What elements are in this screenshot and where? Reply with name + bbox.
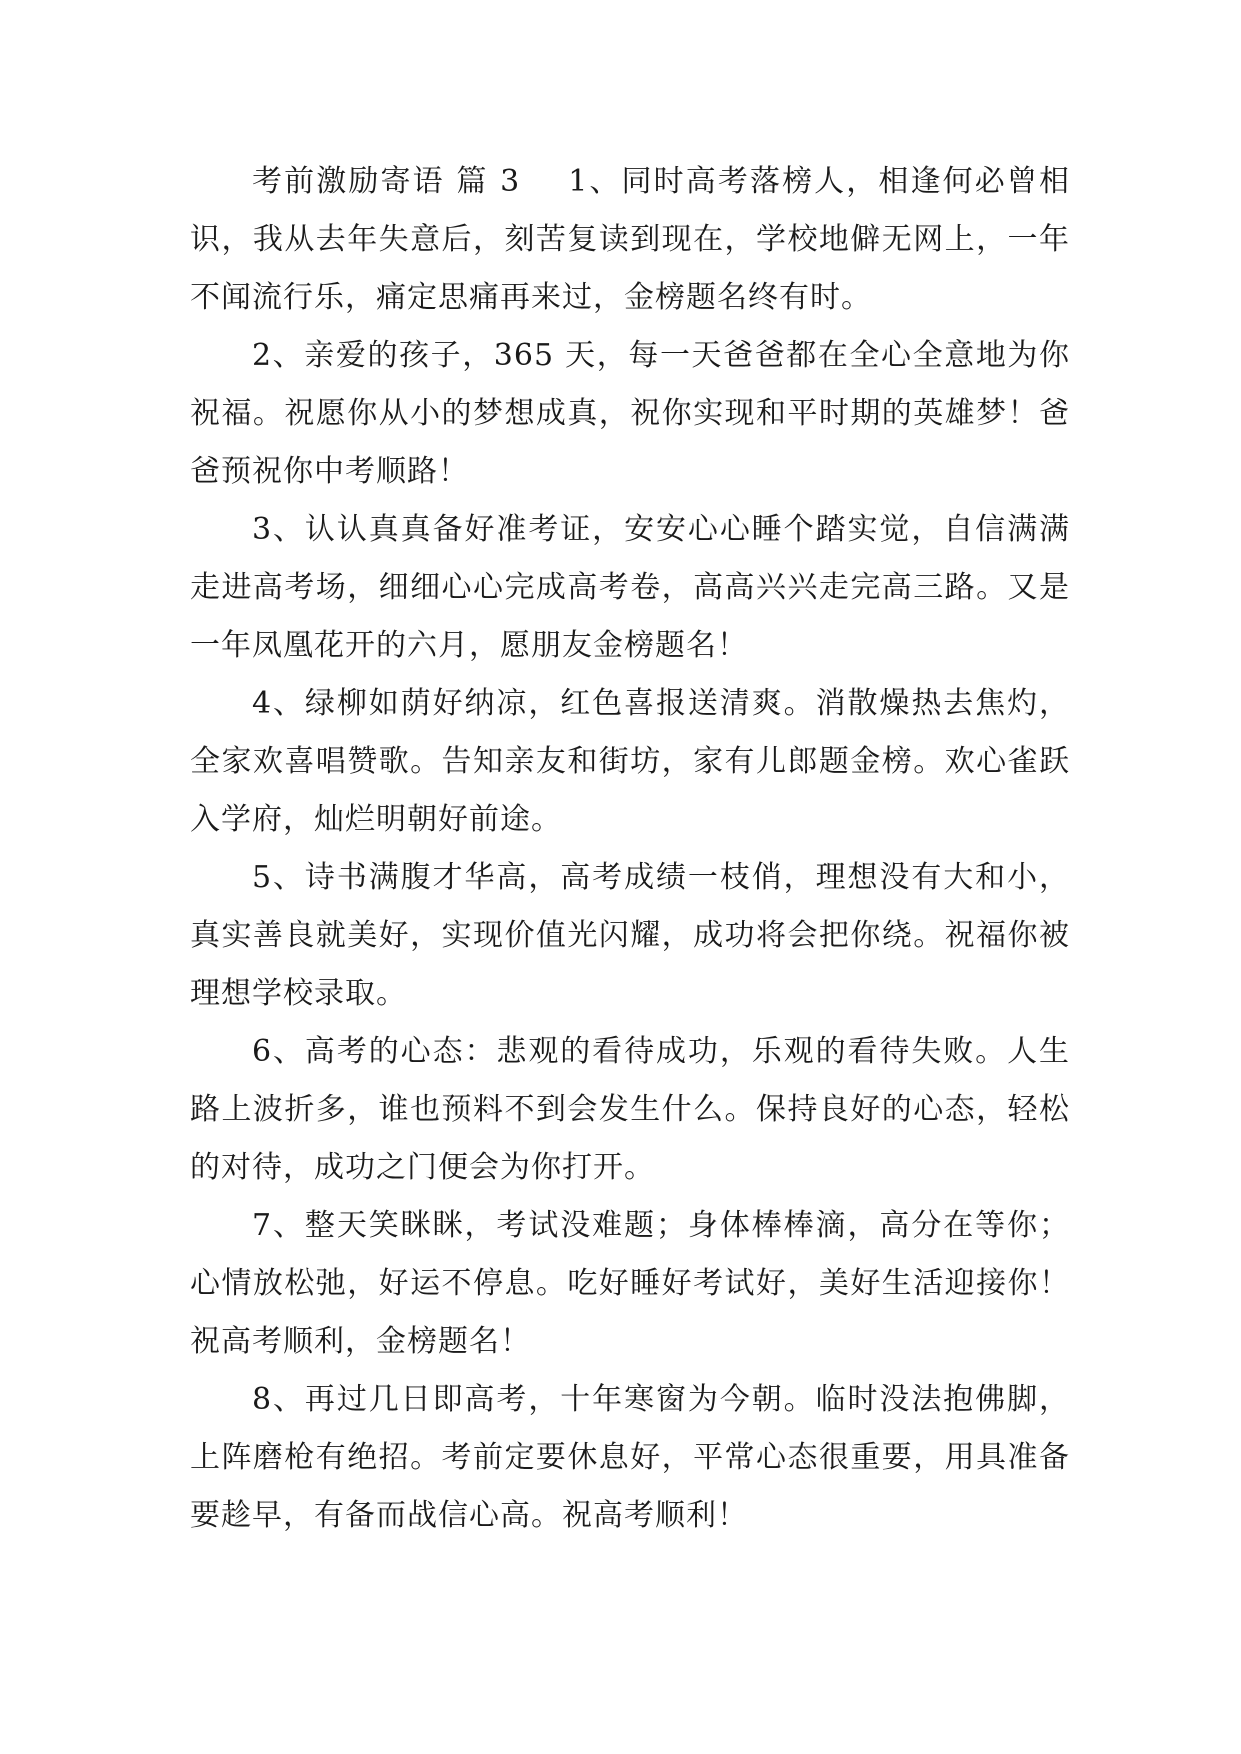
paragraph-2: 2、亲爱的孩子，365 天，每一天爸爸都在全心全意地为你祝福。祝愿你从小的梦想成真，祝你实现和平时期的英雄梦！爸爸预祝你中考顺路！: [190, 338, 1070, 489]
paragraph-5: 5、诗书满腹才华高，高考成绩一枝俏，理想没有大和小，真实善良就美好，实现价值光闪耀，成功将会把你绕。祝福你被理想学校录取。: [190, 860, 1070, 1011]
paragraph-8: 8、再过几日即高考，十年寒窗为今朝。临时没法抱佛脚，上阵磨枪有绝招。考前定要休息好，平常心态很重要，用具准备要趁早，有备而战信心高。祝高考顺利！: [190, 1382, 1070, 1533]
paragraph-3: 3、认认真真备好准考证，安安心心睡个踏实觉，自信满满走进高考场，细细心心完成高考卷，高高兴兴走完高三路。又是一年凤凰花开的六月，愿朋友金榜题名！: [190, 512, 1070, 663]
document-body: [190, 153, 1070, 1545]
first-paragraph: [190, 153, 1070, 327]
paragraph-1-text: 1、同时高考落榜人，相逢何必曾相识，我从去年失意后，刻苦复读到现在，学校地僻无网上，一年不闻流行乐，痛定思痛再来过，金榜题名终有时。: [190, 164, 1070, 315]
paragraph-6: 6、高考的心态：悲观的看待成功，乐观的看待失败。人生路上波折多，谁也预料不到会发生什么。保持良好的心态，轻松的对待，成功之门便会为你打开。: [190, 1034, 1070, 1185]
section-heading: 考前激励寄语 篇 3: [252, 164, 521, 199]
paragraph-4: 4、绿柳如荫好纳凉，红色喜报送清爽。消散燥热去焦灼，全家欢喜唱赞歌。告知亲友和街坊，家有儿郎题金榜。欢心雀跃入学府，灿烂明朝好前途。: [190, 686, 1070, 837]
paragraph-7: 7、整天笑眯眯，考试没难题；身体棒棒滴，高分在等你；心情放松弛，好运不停息。吃好睡好考试好，美好生活迎接你！祝高考顺利，金榜题名！: [190, 1208, 1070, 1359]
